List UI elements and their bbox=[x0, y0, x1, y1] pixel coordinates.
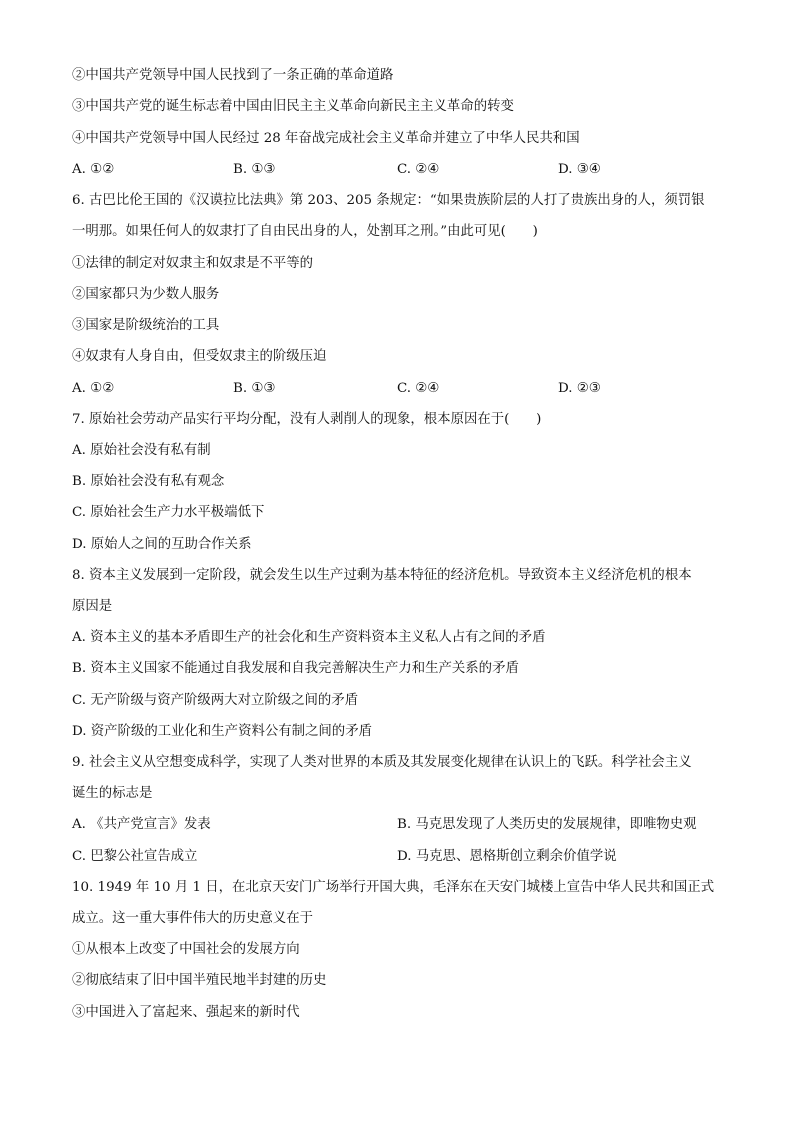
q10-statement-2: ②彻底结束了旧中国半殖民地半封建的历史 bbox=[72, 973, 327, 988]
q6-stem-line-1: 6. 古巴比伦王国的《汉谟拉比法典》第 203、205 条规定：“如果贵族阶层的人打了贵族出身的人，须罚银 bbox=[72, 193, 705, 208]
q7-option-d: D. 原始人之间的互助合作关系 bbox=[72, 537, 252, 552]
q10-statement-3: ③中国进入了富起来、强起来的新时代 bbox=[72, 1005, 300, 1020]
q8-option-a: A. 资本主义的基本矛盾即生产的社会化和生产资料资本主义私人占有之间的矛盾 bbox=[72, 630, 546, 645]
q6-option-c: C. ②④ bbox=[397, 381, 440, 396]
q7-option-c: C. 原始社会生产力水平极端低下 bbox=[72, 505, 265, 520]
q8-option-b: B. 资本主义国家不能通过自我发展和自我完善解决生产力和生产关系的矛盾 bbox=[72, 661, 519, 676]
q9-option-c: C. 巴黎公社宣告成立 bbox=[72, 849, 198, 864]
q8-option-d: D. 资产阶级的工业化和生产资料公有制之间的矛盾 bbox=[72, 724, 372, 739]
q8-option-c: C. 无产阶级与资产阶级两大对立阶级之间的矛盾 bbox=[72, 693, 359, 708]
q9-option-d: D. 马克思、恩格斯创立剩余价值学说 bbox=[397, 849, 617, 864]
q9-stem-line-2: 诞生的标志是 bbox=[72, 786, 153, 801]
q10-stem-line-2: 成立。这一重大事件伟大的历史意义在于 bbox=[72, 911, 314, 926]
q6-statement-3: ③国家是阶级统治的工具 bbox=[72, 318, 220, 333]
q10-statement-1: ①从根本上改变了中国社会的发展方向 bbox=[72, 942, 300, 957]
q5-option-c: C. ②④ bbox=[397, 162, 440, 177]
q5-option-b: B. ①③ bbox=[233, 162, 276, 177]
q6-option-d: D. ②③ bbox=[558, 381, 601, 396]
q5-statement-4: ④中国共产党领导中国人民经过 28 年奋战完成社会主义革命并建立了中华人民共和国 bbox=[72, 131, 580, 146]
q9-option-a: A. 《共产党宣言》发表 bbox=[72, 817, 211, 832]
q5-statement-2: ②中国共产党领导中国人民找到了一条正确的革命道路 bbox=[72, 68, 394, 83]
q9-option-b: B. 马克思发现了人类历史的发展规律，即唯物史观 bbox=[397, 817, 697, 832]
q6-statement-4: ④奴隶有人身自由，但受奴隶主的阶级压迫 bbox=[72, 349, 327, 364]
q9-stem-line-1: 9. 社会主义从空想变成科学，实现了人类对世界的本质及其发展变化规律在认识上的飞跃。科学社会主义 bbox=[72, 755, 692, 770]
q7-stem: 7. 原始社会劳动产品实行平均分配，没有人剥削人的现象，根本原因在于( ) bbox=[72, 412, 542, 427]
q5-option-a: A. ①② bbox=[72, 162, 115, 177]
q6-statement-1: ①法律的制定对奴隶主和奴隶是不平等的 bbox=[72, 256, 314, 271]
q6-option-b: B. ①③ bbox=[233, 381, 276, 396]
q8-stem-line-1: 8. 资本主义发展到一定阶段，就会发生以生产过剩为基本特征的经济危机。导致资本主义经济危机的根本 bbox=[72, 568, 692, 583]
q6-statement-2: ②国家都只为少数人服务 bbox=[72, 287, 220, 302]
q6-stem-line-2: 一明那。如果任何人的奴隶打了自由民出身的人，处割耳之刑。”由此可见( ) bbox=[72, 224, 538, 239]
q10-stem-line-1: 10. 1949 年 10 月 1 日，在北京天安门广场举行开国大典，毛泽东在天安门城楼上宣告中华人民共和国正式 bbox=[72, 880, 715, 895]
q5-option-d: D. ③④ bbox=[558, 162, 601, 177]
q7-option-a: A. 原始社会没有私有制 bbox=[72, 443, 211, 458]
q7-option-b: B. 原始社会没有私有观念 bbox=[72, 474, 225, 489]
q5-statement-3: ③中国共产党的诞生标志着中国由旧民主主义革命向新民主主义革命的转变 bbox=[72, 99, 514, 114]
q8-stem-line-2: 原因是 bbox=[72, 599, 113, 614]
q6-option-a: A. ①② bbox=[72, 381, 115, 396]
